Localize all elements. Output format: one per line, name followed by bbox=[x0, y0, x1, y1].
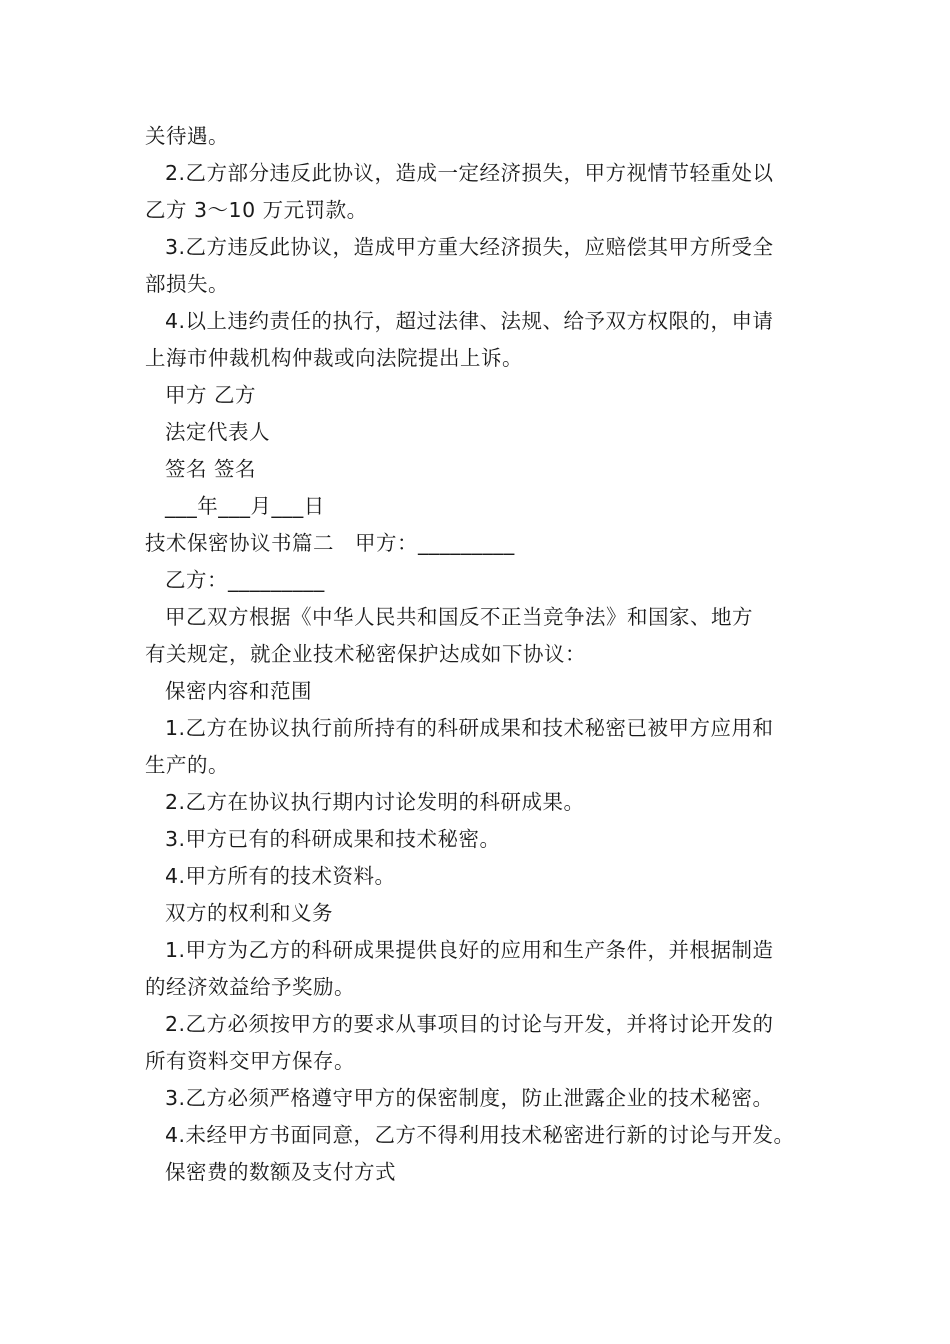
text-line: 2.乙方在协议执行期内讨论发明的科研成果。 bbox=[165, 790, 585, 814]
text-line: 有关规定，就企业技术秘密保护达成如下协议： bbox=[145, 642, 586, 666]
section-heading: 保密费的数额及支付方式 bbox=[165, 1160, 396, 1184]
section-heading: 保密内容和范围 bbox=[165, 679, 312, 703]
text-line: 3.乙方违反此协议，造成甲方重大经济损失，应赔偿其甲方所受全 bbox=[165, 235, 774, 259]
legal-representative-line: 法定代表人 bbox=[165, 420, 270, 444]
date-line: ___年___月___日 bbox=[165, 494, 325, 518]
text-line: 部损失。 bbox=[145, 272, 229, 296]
signature-line: 签名 签名 bbox=[165, 457, 257, 481]
text-line: 1.乙方在协议执行前所持有的科研成果和技术秘密已被甲方应用和 bbox=[165, 716, 774, 740]
text-line: 上海市仲裁机构仲裁或向法院提出上诉。 bbox=[145, 346, 523, 370]
text-line: 所有资料交甲方保存。 bbox=[145, 1049, 355, 1073]
text-line: 的经济效益给予奖励。 bbox=[145, 975, 355, 999]
text-line: 2.乙方必须按甲方的要求从事项目的讨论与开发，并将讨论开发的 bbox=[165, 1012, 774, 1036]
section-heading: 双方的权利和义务 bbox=[165, 901, 333, 925]
signature-parties-line: 甲方 乙方 bbox=[165, 383, 257, 407]
text-line: 3.甲方已有的科研成果和技术秘密。 bbox=[165, 827, 501, 851]
text-line: 4.甲方所有的技术资料。 bbox=[165, 864, 396, 888]
text-line: 3.乙方必须严格遵守甲方的保密制度，防止泄露企业的技术秘密。 bbox=[165, 1086, 774, 1110]
party-b-line: 乙方：_________ bbox=[165, 568, 325, 592]
text-line: 4.以上违约责任的执行，超过法律、法规、给予双方权限的，申请 bbox=[165, 309, 774, 333]
text-line: 4.未经甲方书面同意，乙方不得利用技术秘密进行新的讨论与开发。 bbox=[165, 1123, 795, 1147]
text-line: 1.甲方为乙方的科研成果提供良好的应用和生产条件，并根据制造 bbox=[165, 938, 774, 962]
text-line: 2.乙方部分违反此协议，造成一定经济损失，甲方视情节轻重处以 bbox=[165, 161, 774, 185]
text-line: 生产的。 bbox=[145, 753, 229, 777]
section-title-line: 技术保密协议书篇二 甲方：_________ bbox=[145, 531, 515, 555]
text-line: 乙方 3～10 万元罚款。 bbox=[145, 198, 368, 222]
document-page bbox=[145, 118, 825, 1191]
text-line: 关待遇。 bbox=[145, 124, 229, 148]
text-line: 甲乙双方根据《中华人民共和国反不正当竞争法》和国家、地方 bbox=[165, 605, 753, 629]
